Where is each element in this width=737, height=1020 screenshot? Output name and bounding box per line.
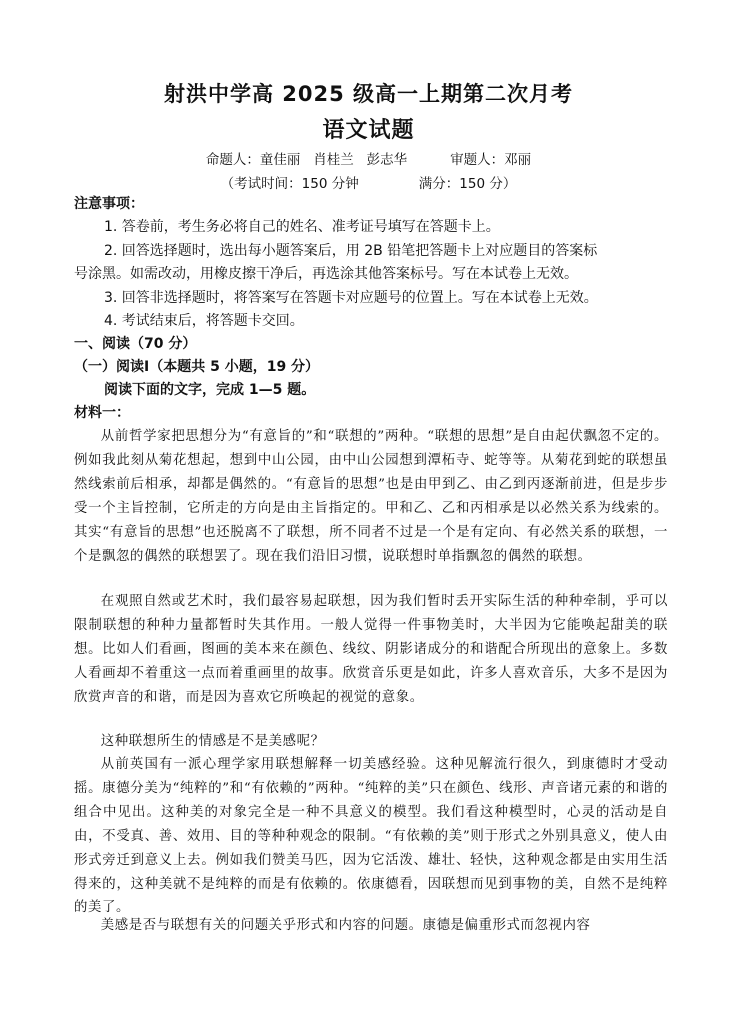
material-paragraph: 美感是否与联想有关的问题关乎形式和内容的问题。康德是偏重形式而忽视内容: [100, 918, 591, 933]
exam-title: 射洪中学高 2025 级高一上期第二次月考: [163, 82, 574, 106]
exam-info-line: （考试时间：150 分钟 满分：150 分）: [220, 176, 517, 192]
notice-item: 1. 答卷前，考生务必将自己的姓名、准考证号填写在答题卡上。: [104, 219, 500, 235]
material-paragraph: 这种联想所生的情感是不是美感呢？: [100, 734, 325, 749]
notice-item: 4. 考试结束后，将答题卡交回。: [104, 313, 304, 329]
material-paragraph: 从前哲学家把思想分为“有意旨的”和“联想的”两种。“联想的思想”是自由起伏飘忽不定的。例如我此刻从菊花想起，想到中山公园，由中山公园想到潭柘寺、蛇等等。从菊花到蛇的联想虽然线索前后相承，却都是偶然的。“有意旨的思想”也是由甲到乙、由乙到丙逐渐前进，但是步步受一个主旨控制，它所走的方向是由主旨指定的。甲和乙、乙和丙相承是以必然关系为线索的。其实“有意旨的思想”也还脱离不了联想，所不同者不过是一个是有定向、有必然关系的联想，一个是飘忽的偶然的联想罢了。现在我们沿旧习惯，说联想时单指飘忽的偶然的联想。: [74, 429, 668, 564]
sub-section-heading: （一）阅读Ⅰ（本题共 5 小题，19 分）: [74, 359, 320, 375]
authors-line: 命题人：童佳丽 肖桂兰 彭志华 审题人：邓丽: [205, 152, 532, 168]
notice-item: 2. 回答选择题时，选出每小题答案后，用 2B 铅笔把答题卡上对应题目的答案标: [104, 243, 598, 259]
instruction-line: 阅读下面的文字，完成 1—5 题。: [104, 382, 316, 398]
material-paragraph: 在观照自然或艺术时，我们最容易起联想，因为我们暂时丢开实际生活的种种牵制，乎可以限制联想的种种力量都暂时失其作用。一般人觉得一件事物美时，大半因为它能唤起甜美的联想。比如人们看画，图画的美本来在颜色、线纹、阴影诸成分的和谐配合所现出的意象上。多数人看画却不着重这一点而着重画里的故事。欣赏音乐更是如此，许多人喜欢音乐，大多不是因为欣赏声音的和谐，而是因为喜欢它所唤起的视觉的意象。: [74, 594, 668, 705]
material-paragraph: 从前英国有一派心理学家用联想解释一切美感经验。这种见解流行很久，到康德时才受动摇。康德分美为“纯粹的”和“有依赖的”两种。“纯粹的美”只在颜色、线形、声音诸元素的和谐的组合中见出。这种美的对象完全是一种不具意义的模型。我们看这种模型时，心灵的活动是自由，不受真、善、效用、目的等种种观念的限制。“有依赖的美”则于形式之外别具意义，使人由形式旁迁到意义上去。例如我们赞美马匹，因为它活泼、雄壮、轻快，这种观念都是由实用生活得来的，这种美就不是纯粹的而是有依赖的。依康德看，因联想而见到事物的美，自然不是纯粹的美了。: [74, 757, 668, 916]
notice-heading: 注意事项：: [74, 196, 144, 212]
notice-item: 3. 回答非选择题时，将答案写在答题卡对应题号的位置上。写在本试卷上无效。: [104, 290, 598, 306]
exam-subtitle: 语文试题: [322, 118, 415, 143]
section-heading: 一、阅读（70 分）: [74, 336, 197, 352]
material-label: 材料一：: [74, 405, 130, 421]
notice-item: 号涂黑。如需改动，用橡皮擦干净后，再选涂其他答案标号。写在本试卷上无效。: [74, 266, 578, 282]
